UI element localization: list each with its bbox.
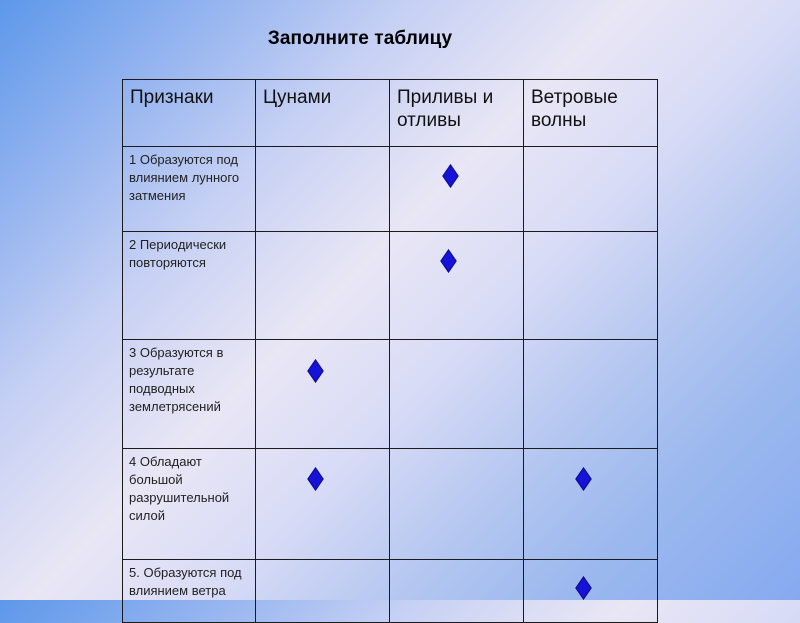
table-header-row	[123, 80, 658, 147]
tsunami-cell[interactable]	[256, 560, 390, 623]
tides-cell[interactable]	[390, 560, 524, 623]
sign-label: 2 Периодически повторяются	[123, 232, 256, 340]
wind-waves-cell[interactable]	[524, 340, 658, 449]
table-row	[123, 560, 658, 623]
sign-label: 1 Образуются под влиянием лунного затмения	[123, 147, 256, 232]
sign-label: 3 Образуются в результате подводных землетрясений	[123, 340, 256, 449]
fill-table	[122, 79, 658, 623]
diamond-icon	[440, 249, 457, 273]
diamond-icon	[442, 164, 459, 188]
header-tsunami: Цунами	[256, 80, 390, 147]
tsunami-cell[interactable]	[256, 147, 390, 232]
diamond-icon	[575, 576, 592, 600]
diamond-icon	[575, 467, 592, 491]
tides-cell[interactable]	[390, 340, 524, 449]
tides-cell[interactable]	[390, 147, 524, 232]
tsunami-cell[interactable]	[256, 232, 390, 340]
table-row	[123, 449, 658, 560]
wind-waves-cell[interactable]	[524, 232, 658, 340]
table-row	[123, 340, 658, 449]
header-wind-waves: Ветровые волны	[524, 80, 658, 147]
diamond-icon	[307, 467, 324, 491]
wind-waves-cell[interactable]	[524, 147, 658, 232]
tsunami-cell[interactable]	[256, 449, 390, 560]
table-row	[123, 232, 658, 340]
sign-label: 5. Образуются под влиянием ветра	[123, 560, 256, 623]
wind-waves-cell[interactable]	[524, 560, 658, 623]
tsunami-cell[interactable]	[256, 340, 390, 449]
sign-label: 4 Обладают большой разрушительной силой	[123, 449, 256, 560]
page-title: Заполните таблицу	[267, 28, 453, 49]
tides-cell[interactable]	[390, 449, 524, 560]
diamond-icon	[307, 359, 324, 383]
header-tides: Приливы и отливы	[390, 80, 524, 147]
tides-cell[interactable]	[390, 232, 524, 340]
table-row	[123, 147, 658, 232]
header-signs: Признаки	[123, 80, 256, 147]
wind-waves-cell[interactable]	[524, 449, 658, 560]
